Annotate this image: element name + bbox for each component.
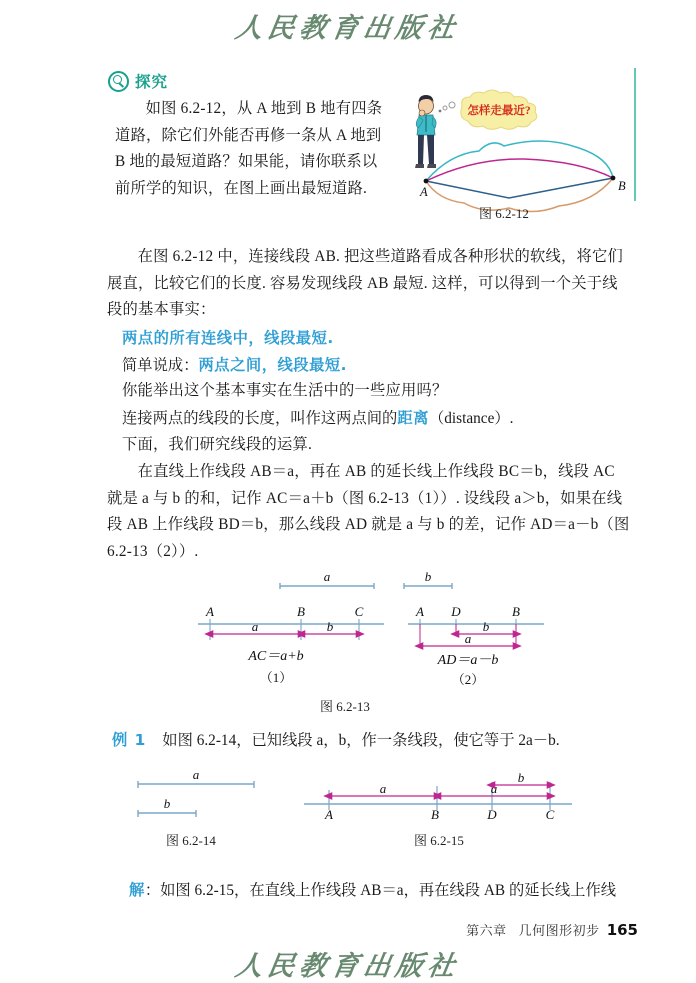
measure-label-b: b bbox=[326, 619, 334, 634]
inquiry-body bbox=[115, 96, 415, 202]
thought-dot-3 bbox=[449, 102, 455, 108]
body-question: 你能举出这个基本事实在生活中的一些应用吗？ bbox=[122, 382, 448, 399]
route-magenta bbox=[426, 159, 613, 181]
body-p2-line-2: 就是 a 与 b 的和，记作 AC＝a＋b（图 6.2-13（1））. 设线段 a＞b，如果在线 bbox=[107, 489, 623, 507]
point-label-b: B bbox=[297, 604, 305, 619]
thought-dot-1 bbox=[439, 110, 442, 113]
body-p1-line-3: 段的基本事实： bbox=[107, 301, 216, 319]
figure-6-2-13-part-2 bbox=[404, 569, 579, 687]
distance-term: 距离 bbox=[397, 409, 429, 427]
thought-dot-2 bbox=[443, 106, 447, 110]
simple-statement-prefix: 简单说成： bbox=[122, 357, 199, 374]
simple-statement-fact: 两点之间，线段最短. bbox=[198, 356, 347, 374]
sublabel-2: （2） bbox=[451, 672, 485, 687]
footer-chapter: 第六章 bbox=[466, 923, 507, 938]
magnifier-circle-icon bbox=[108, 71, 129, 92]
basic-fact-statement: 两点的所有连线中，线段最短. bbox=[122, 329, 334, 347]
publisher-logo-bottom: 人民教育出版社 bbox=[233, 951, 462, 981]
figure-6-2-15-caption: 图 6.2-15 bbox=[414, 833, 464, 848]
point-a-dot bbox=[424, 179, 429, 184]
route-teal bbox=[426, 141, 613, 181]
inquiry-line-4: 前所学的知识，在图上画出最短道路. bbox=[115, 179, 367, 197]
measure-label-a: a bbox=[251, 619, 259, 634]
point-label-b3: B bbox=[431, 807, 439, 822]
inquiry-line-3: B 地的最短道路？如果能，请你联系以 bbox=[115, 153, 378, 171]
point-label-a: A bbox=[206, 604, 214, 619]
solution-tag: 解 bbox=[129, 881, 145, 899]
inquiry-label: 探究 bbox=[135, 73, 169, 91]
point-label-d: D bbox=[451, 604, 461, 619]
equation-ac: AC＝a+b bbox=[248, 649, 304, 664]
body-p2-line-4: 6.2-13（2））. bbox=[107, 542, 199, 560]
distance-definition bbox=[122, 405, 514, 433]
measure-label-b-dc: b bbox=[517, 770, 525, 785]
measure-label-a-bc: a bbox=[490, 781, 498, 796]
body-p1-line-2: 展直，比较它们的长度. 容易发现线段 AB 最短. 这样，可以得到一个关于线 bbox=[107, 274, 618, 292]
thought-bubble bbox=[461, 90, 537, 129]
page-footer bbox=[466, 920, 638, 939]
point-b-label: B bbox=[618, 179, 626, 193]
footer-section: 几何图形初步 bbox=[518, 923, 600, 938]
measure-label-b2: b bbox=[482, 619, 490, 634]
sublabel-1: （1） bbox=[259, 670, 293, 685]
figure-6-2-12 bbox=[404, 88, 636, 218]
point-label-a2: A bbox=[416, 604, 424, 619]
solution-line bbox=[107, 877, 616, 905]
measure-label-a-ab: a bbox=[379, 781, 387, 796]
distance-def-prefix: 连接两点的线段的长度，叫作这两点间的 bbox=[122, 410, 398, 427]
figure-6-2-12-caption: 图 6.2-12 bbox=[479, 206, 529, 221]
segment-b-label: b bbox=[163, 796, 171, 811]
body-p2-line-3: 段 AB 上作线段 BD＝b，那么线段 AD 就是 a 与 b 的差，记作 AD＝a－b（图 bbox=[107, 516, 630, 534]
person-figure bbox=[415, 95, 436, 168]
point-a-label: A bbox=[420, 185, 428, 199]
body-p2-line-1: 在直线上作线段 AB＝a，再在 AB 的延长线上作线段 BC＝b，线段 AC bbox=[137, 463, 615, 480]
inquiry-line-2: 道路，除它们外能否再修一条从 A 地到 bbox=[115, 126, 382, 144]
inquiry-header bbox=[108, 70, 168, 92]
figure-6-2-13-part-1 bbox=[196, 569, 386, 685]
body-next-line: 下面，我们研究线段的运算. bbox=[122, 436, 312, 453]
body-paragraph-1 bbox=[107, 244, 636, 324]
point-label-b2: B bbox=[512, 604, 520, 619]
ref-label-a: a bbox=[323, 569, 331, 584]
footer-page-number: 165 bbox=[606, 921, 638, 939]
segment-a-label: a bbox=[192, 767, 200, 782]
point-label-c: C bbox=[354, 604, 364, 619]
measure-label-a2: a bbox=[464, 631, 472, 646]
publisher-logo-top: 人民教育出版社 bbox=[233, 13, 462, 43]
example-text: 如图 6.2-14，已知线段 a，b，作一条线段，使它等于 2a－b. bbox=[162, 732, 560, 749]
solution-text: ：如图 6.2-15，在直线上作线段 AB＝a，再在线段 AB 的延长线上作线 bbox=[144, 882, 617, 899]
body-p1-line-1: 在图 6.2-12 中，连接线段 AB. 把这些道路看成各种形状的软线，将它们 bbox=[137, 248, 623, 265]
point-b-dot bbox=[611, 176, 616, 181]
thought-bubble-text: 怎样走最近? bbox=[467, 105, 531, 117]
simple-statement-line bbox=[122, 352, 347, 380]
equation-ad: AD＝a－b bbox=[437, 653, 499, 668]
route-darkblue bbox=[426, 178, 613, 198]
ref-label-b: b bbox=[424, 569, 432, 584]
example-1-line bbox=[112, 727, 560, 755]
inquiry-line-1: 如图 6.2-12，从 A 地到 B 地有四条 bbox=[145, 100, 383, 117]
figure-6-2-13-caption: 图 6.2-13 bbox=[320, 699, 370, 714]
point-label-a3: A bbox=[325, 807, 333, 822]
point-label-c3: C bbox=[545, 807, 555, 822]
figure-6-2-15 bbox=[304, 772, 574, 830]
point-label-d3: D bbox=[487, 807, 497, 822]
figure-6-2-14 bbox=[136, 768, 306, 830]
figure-6-2-14-caption: 图 6.2-14 bbox=[166, 833, 216, 848]
body-paragraph-2 bbox=[107, 459, 636, 565]
distance-def-suffix: （distance）. bbox=[428, 410, 514, 427]
example-tag: 例 1 bbox=[112, 731, 147, 749]
